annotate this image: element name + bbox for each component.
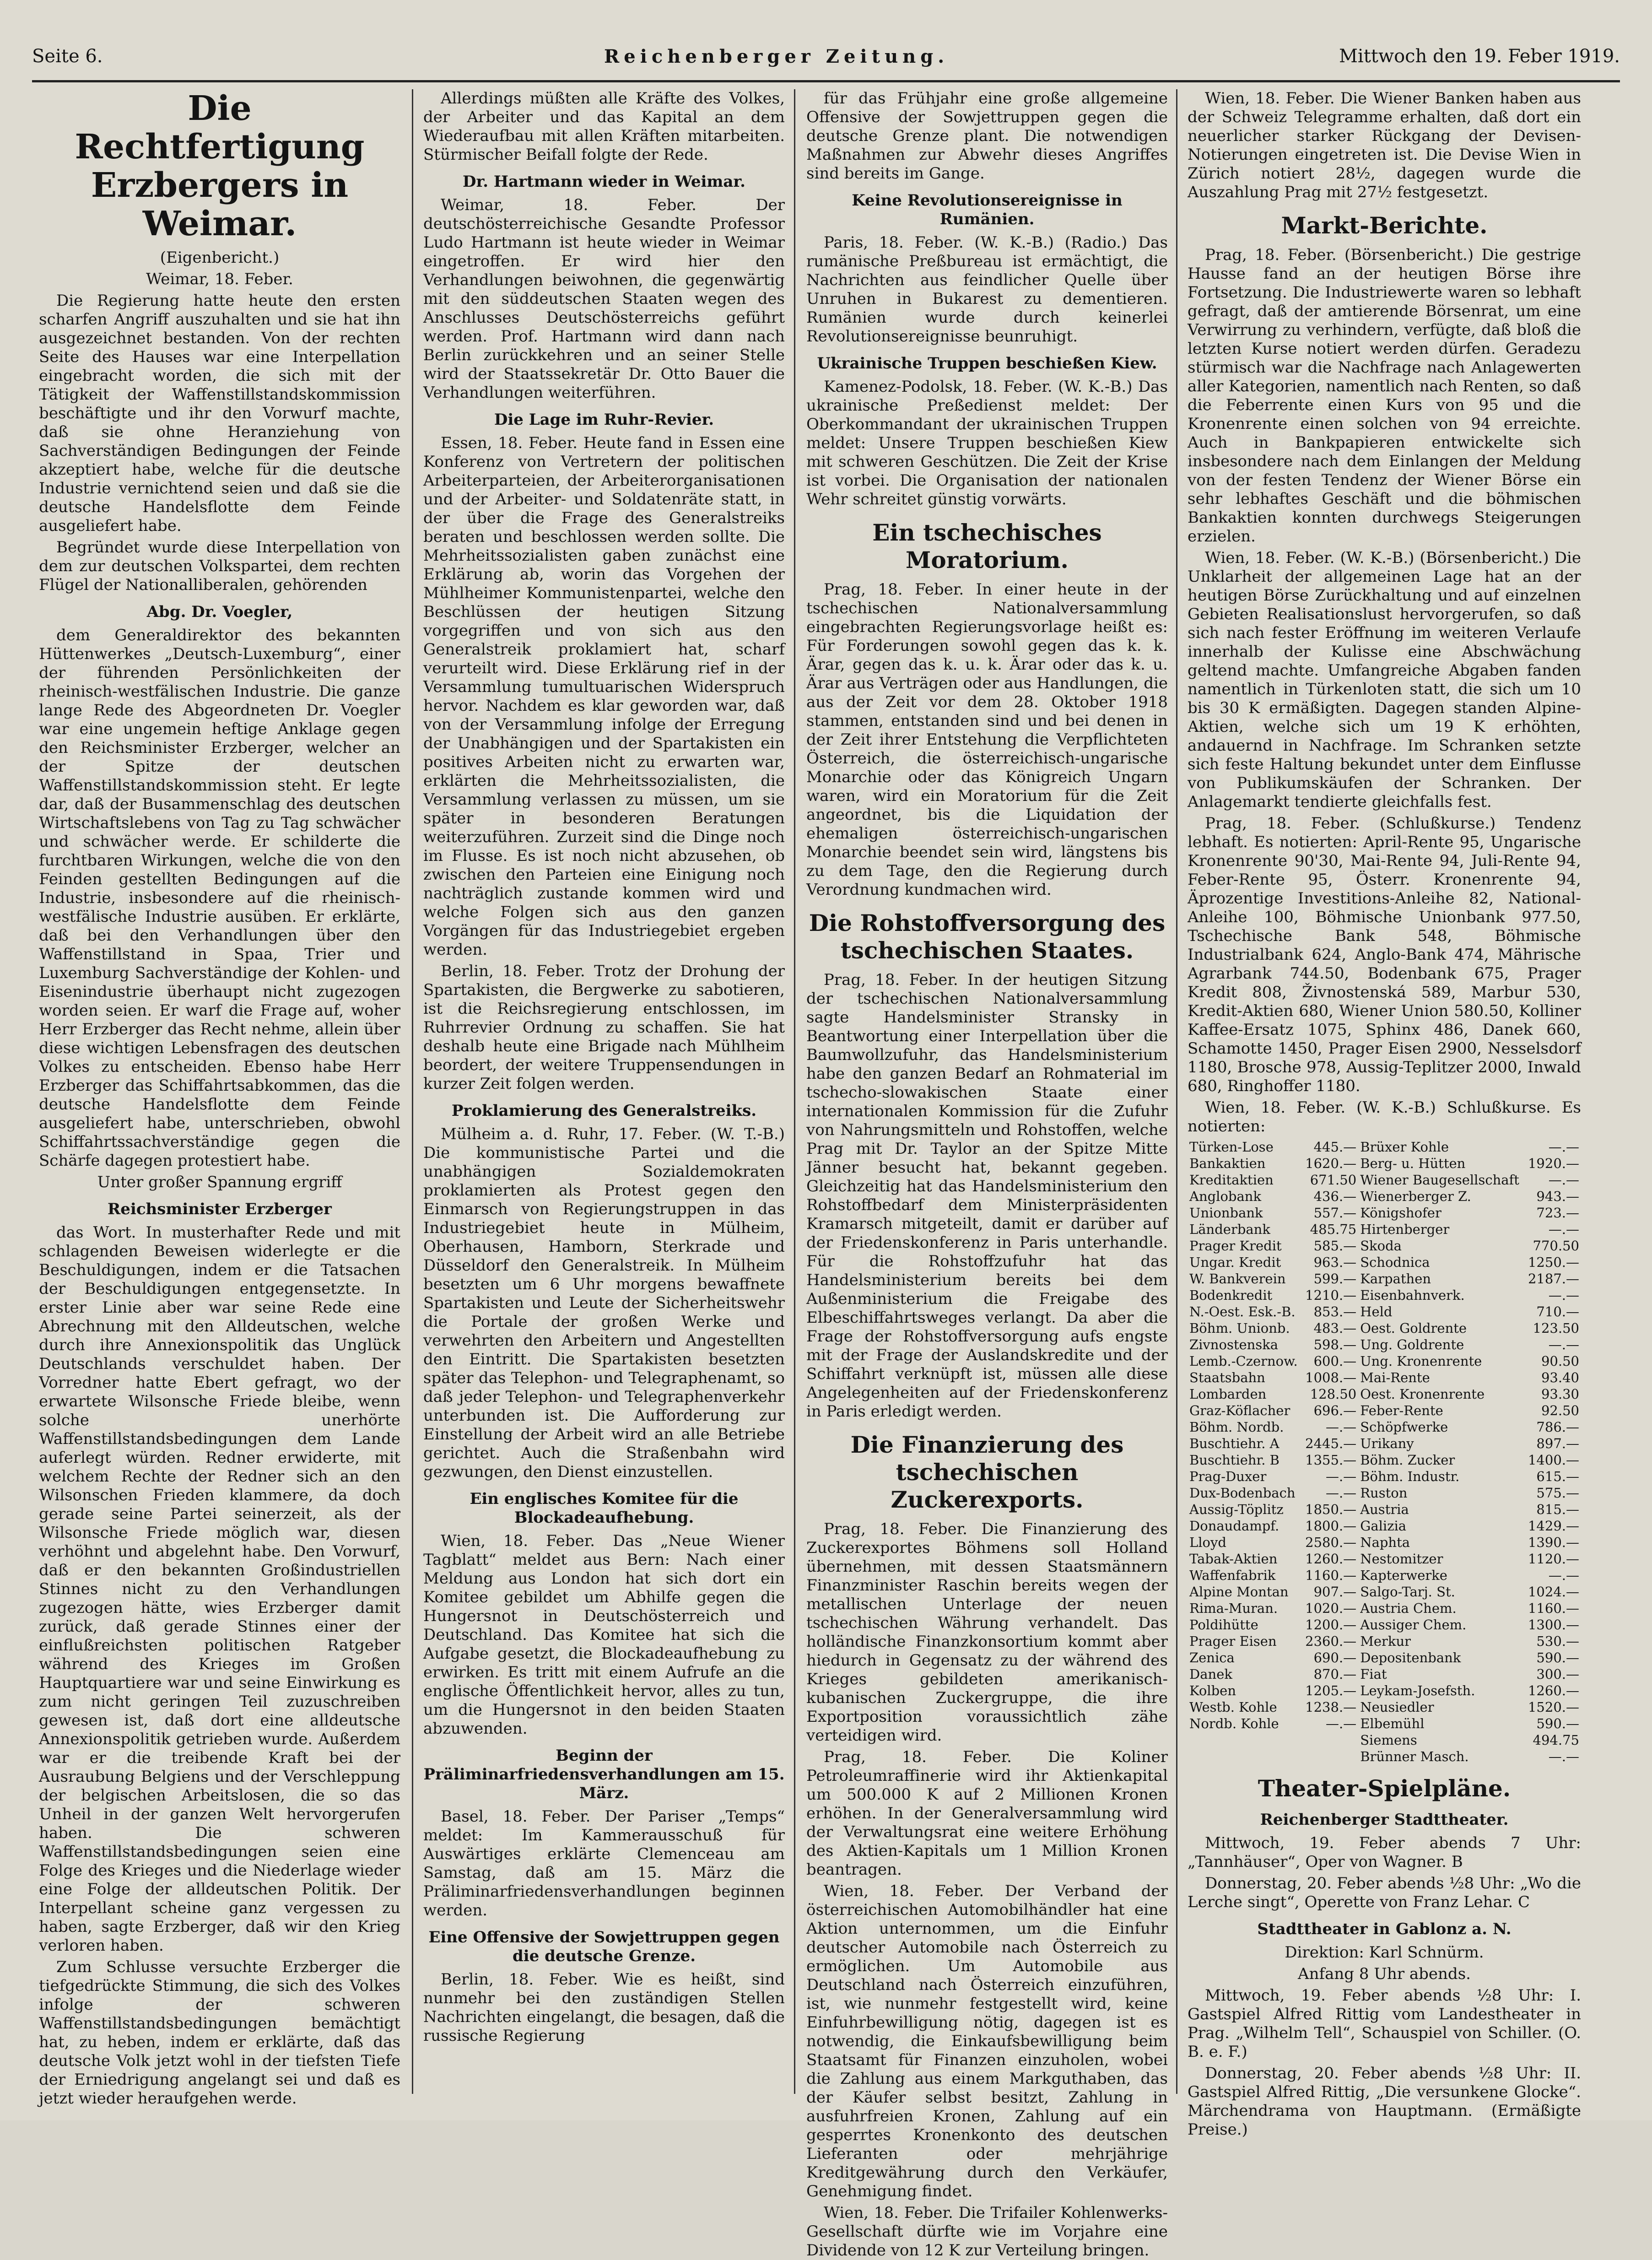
price-value: 1020.— (1305, 1600, 1357, 1616)
price-value: 1850.— (1305, 1502, 1357, 1517)
price-value: 1160.— (1305, 1568, 1357, 1583)
paragraph: Wien, 18. Feber. Die Wiener Banken haben aus der Schweiz Telegramme erhalten, daß dort ein neuerlicher starker Rückgang der Devisen-Notierungen eingetreten ist. Die Devise Wien in Zürich notiert 28½, dagegen wurde die Auszahlung Prag mit 27½ festgesetzt. (1188, 89, 1581, 201)
price-value: 690.— (1313, 1650, 1357, 1665)
security-name: Fiat (1360, 1666, 1387, 1682)
paper-name: Reichenberger Zeitung. (604, 46, 949, 67)
price-value: 671.50 (1310, 1172, 1357, 1188)
price-value: 1238.— (1305, 1699, 1357, 1715)
speaker-heading: Reichsminister Erzberger (108, 1200, 332, 1218)
price-value: 1250.— (1528, 1254, 1579, 1270)
security-name: Kreditaktien (1189, 1172, 1274, 1188)
price-value: 1300.— (1528, 1617, 1579, 1633)
paragraph: Prag, 18. Feber. In der heutigen Sitzung der tschechischen Nationalversammlung sagte Handelsminister Stransky in Beantwortung einer Interpellation über die Baumwollzufuhr, das Handelsministerium habe den ganzen Bedarf an Rohmaterial im tschecho-slowakischen Staate einer internationalen Kommission für die Zufuhr von Nahrungsmitteln und Rohstoffen, welche Prag mit Dr. Taylor an der Spitze Mitte Jänner besucht hat, bekannt gegeben. Gleichzeitig hat das Handelsministerium den Rohstoffbedarf dem Ministerpräsidenten Kramarsch mitgeteilt, damit er darüber auf der Friedenskonferenz in Paris unterhandle. Für die Rohstoffzufuhr hat das Handelsministerium bereits bei dem Außenministerium die Freigabe des Elbeschiffahrtsweges verlangt. Da aber die Frage der Rohstoffversorgung aufs engste mit der Frage der Auslandskredite und der Schiffahrt verknüpft ist, müssen alle diese Angelegenheiten auf der Friedenskonferenz in Paris erledigt werden. (806, 971, 1168, 1421)
price-row (1188, 1485, 1581, 1501)
price-row (1188, 1633, 1581, 1649)
paragraph: Donnerstag, 20. Feber abends ½8 Uhr: „Wo die Lerche singt“, Operette von Franz Lehar. C (1188, 1874, 1581, 1911)
section-heading: Die Finanzierung des tschechischen Zuckerexports. (850, 1431, 1124, 1513)
price-row (1188, 1600, 1581, 1617)
price-row (1188, 1287, 1581, 1303)
security-name: Eisenbahnverk. (1360, 1287, 1465, 1303)
security-name: Nordb. Kohle (1189, 1716, 1279, 1731)
paragraph: Wien, 18. Feber. (W. K.-B.) (Börsenbericht.) Die Unklarheit der allgemeinen Lage hat an der heutigen Börse Zurückhaltung und auf einzelnen Gebieten Realisationslust hervorgerufen, so daß sich nach fester Eröffnung im weiteren Verlaufe innerhalb der Kulisse eine Abschwächung geltend machte. Umfangreiche Abgaben fanden namentlich in Türkenloten statt, die sich um 10 bis 30 K ermäßigten. Dagegen standen Alpine-Aktien, welche sich um 19 K erhöhten, andauernd in Nachfrage. Im Schranken setzte sich feste Haltung bekundet unter dem Einflusse von Publikumskäufen der Schranken. Der Anlagemarkt tendierte gleichfalls fest. (1188, 549, 1581, 811)
theater-name: Reichenberger Stadttheater. (1260, 1811, 1509, 1829)
price-row (1188, 1271, 1581, 1287)
price-value: —.— (1325, 1469, 1357, 1484)
price-value: 1200.— (1305, 1617, 1357, 1633)
security-name: Austria Chem. (1360, 1600, 1457, 1616)
security-name: Karpathen (1360, 1271, 1431, 1287)
security-name: Lombarden (1189, 1386, 1267, 1402)
price-row (1188, 1501, 1581, 1518)
security-name: Depositenbank (1360, 1650, 1461, 1665)
section-heading: Ein tschechisches Moratorium. (872, 519, 1102, 573)
security-name: Buschtiehr. B (1189, 1452, 1279, 1468)
price-row (1188, 1188, 1581, 1205)
security-name: Tabak-Aktien (1189, 1551, 1278, 1567)
price-row (1188, 1402, 1581, 1419)
price-value: 963.— (1313, 1254, 1357, 1270)
price-table (1188, 1139, 1581, 1765)
security-name: Poldihütte (1189, 1617, 1258, 1633)
section-heading: Die Rohstoffversorgung des tschechischen Staates. (809, 909, 1166, 964)
price-value: 897.— (1536, 1436, 1579, 1451)
price-value: 436.— (1313, 1189, 1357, 1204)
paragraph: Wien, 18. Feber. Der Verband der österreichischen Automobilhändler hat eine Aktion unternommen, um die Einfuhr deutscher Automobile nach Österreich zu ermöglichen. Um Automobile aus Deutschland nach Österreich einzuführen, ist, wie nunmehr festgestellt wird, keine Einfuhrbewilligung nötig, dagegen ist es notwendig, die Einkaufsbewilligung beim Staatsamt für Finanzen einzuholen, wobei die Zahlung aus einem Markguthaben, das der Käufer selbst besitzt, Zahlung in ausfuhrfreien Kronen, Zahlung auf ein gesperrtes Kronenkonto des deutschen Lieferanten oder mehrjährige Kreditgewährung durch den Verkäufer, Genehmigung findet. (806, 1882, 1168, 2201)
price-row (1188, 1435, 1581, 1452)
security-name: Rima-Muran. (1189, 1600, 1278, 1616)
price-value: 1390.— (1528, 1535, 1579, 1550)
price-row (1188, 1715, 1581, 1732)
price-value: 1205.— (1305, 1683, 1357, 1698)
security-name: Böhm. Industr. (1360, 1469, 1460, 1484)
masthead (32, 41, 1620, 73)
price-value: 1400.— (1528, 1452, 1579, 1468)
paragraph: Direktion: Karl Schnürm. (1285, 1943, 1484, 1962)
security-name: Schöpfwerke (1360, 1419, 1448, 1435)
security-name: Brüxer Kohle (1360, 1139, 1449, 1155)
price-row (1188, 1649, 1581, 1666)
paragraph: Anfang 8 Uhr abends. (1298, 1965, 1471, 1983)
security-name: Buschtiehr. A (1189, 1436, 1279, 1451)
security-name (1188, 1748, 1302, 1765)
price-value: 1008.— (1305, 1370, 1357, 1385)
price-value: 530.— (1536, 1633, 1579, 1649)
price-value: —.— (1548, 1222, 1579, 1237)
price-value: 1024.— (1528, 1584, 1579, 1600)
section-heading: Keine Revolutionsereignisse in Rumänien. (852, 191, 1123, 228)
paragraph: Allerdings müßten alle Kräfte des Volkes, der Arbeiter und das Kapital an dem Wiederaufbau mit allen Kräften mitarbeiten. Stürmischer Beifall folgte der Rede. (423, 89, 785, 164)
security-name: Hirtenberger (1360, 1222, 1450, 1237)
price-value: 710.— (1536, 1304, 1579, 1319)
security-name: N.-Oest. Esk.-B. (1189, 1304, 1296, 1319)
security-name: Graz-Köflacher (1189, 1403, 1290, 1418)
security-name: Schodnica (1360, 1254, 1430, 1270)
price-row (1188, 1699, 1581, 1715)
paragraph: Kamenez-Podolsk, 18. Feber. (W. K.-B.) Das ukrainische Preßedienst meldet: Der Oberkommandant der ukrainischen Truppen meldet: Unsere Truppen beschießen Kiew mit schweren Geschützen. Die Zeit der Krise ist vorbei. Die Organisation der nationalen Wehr schreitet günstig vorwärts. (806, 378, 1168, 508)
security-name: Staatsbahn (1189, 1370, 1265, 1385)
price-row (1188, 1386, 1581, 1402)
price-value: 599.— (1313, 1271, 1357, 1287)
section-heading: Theater-Spielpläne. (1258, 1775, 1511, 1802)
price-value: 557.— (1313, 1205, 1357, 1221)
section-heading: Ein englisches Komitee für die Blockadeaufhebung. (470, 1490, 739, 1527)
security-name: Böhm. Unionb. (1189, 1320, 1290, 1336)
price-value: —.— (1548, 1287, 1579, 1303)
price-value: 2445.— (1305, 1436, 1357, 1451)
security-name: Austria (1360, 1502, 1409, 1517)
paragraph: Essen, 18. Feber. Heute fand in Essen eine Konferenz von Vertretern der politischen Arbeiterparteien, der Arbeiterorganisationen und der Arbeiter- und Soldatenräte statt, in der über die Frage des Generalstreiks beraten und beschlossen werden sollte. Die Mehrheitssozialisten gaben zunächst eine Erklärung ab, worin das Vorgehen der Mühlheimer Kommunistenpartei, welche den Beschlüssen der heutigen Sitzung vorgegriffen und von sich aus den Generalstreik proklamiert hat, scharf verurteilt wird. Diese Erklärung rief in der Versammlung tumultuarischen Widerspruch hervor. Nachdem es klar geworden war, daß von der Versammlung infolge der Erregung der Unabhängigen und der Spartakisten ein positives Arbeiten nicht zu erwarten war, erklärten die Mehrheitssozialisten, die Versammlung verlassen zu müssen, um sie später in besonderen Beratungen weiterzuführen. Zurzeit sind die Dinge noch im Flusse. Es ist noch nicht abzusehen, ob zwischen den Parteien eine Einigung noch nachträglich zustande kommen wird und welche Folgen sich aus den ganzen Vorgängen für das Industriegebiet ergeben werden. (423, 434, 785, 959)
paragraph: Zum Schlusse versuchte Erzberger die tiefgedrückte Stimmung, die sich des Volkes infolge der schweren Waffenstillstandsbedingungen bemächtigt hat, zu heben, indem er erklärte, daß das deutsche Volk jetzt wohl in der tiefsten Tiefe der Erniedrigung angelangt sei und daß es jetzt wieder heraufgehen werde. (39, 1958, 400, 2108)
security-name: Länderbank (1189, 1222, 1270, 1237)
price-row (1188, 1748, 1581, 1765)
price-row (1188, 1303, 1581, 1320)
column-1 (39, 89, 400, 2108)
security-name: Feber-Rente (1360, 1403, 1443, 1418)
security-name: Held (1360, 1304, 1393, 1319)
price-value: 123.50 (1533, 1320, 1579, 1336)
security-name: Prager Kredit (1189, 1238, 1282, 1254)
security-name: Oest. Goldrente (1360, 1320, 1467, 1336)
price-value: 1160.— (1528, 1600, 1579, 1616)
security-name: Danek (1189, 1666, 1232, 1682)
price-value: 2187.— (1528, 1271, 1579, 1287)
paragraph: Wien, 18. Feber. Die Trifailer Kohlenwerks-Gesellschaft dürfte wie im Vorjahre eine Dividende von 12 K zur Verteilung bringen. (806, 2204, 1168, 2260)
price-value: —.— (1325, 1419, 1357, 1435)
paragraph: Weimar, 18. Feber. Der deutschösterreichische Gesandte Professor Ludo Hartmann ist heute wieder in Weimar eingetroffen. Er wird hier den Verhandlungen beiwohnen, die gegenwärtig mit den süddeutschen Staaten wegen des Anschlusses Deutschösterreichs geführt werden. Prof. Hartmann wird dann nach Berlin zurückkehren und an seiner Stelle wird der Staatssekretär Dr. Otto Bauer die Verhandlungen weiterführen. (423, 196, 785, 402)
price-row (1188, 1419, 1581, 1435)
paragraph: Prag, 18. Feber. (Schlußkurse.) Tendenz lebhaft. Es notierten: April-Rente 95, Ungarische Kronenrente 90'30, Mai-Rente 94, Juli-Rente 94, Feber-Rente 95, Österr. Kronenrente 94, Äprozentige Investitions-Anleihe 82, National-Anleihe 100, Böhmische Unionbank 977.50, Tschechische Bank 548, Böhmische Industrialbank 624, Anglo-Bank 474, Mährische Agrarbank 744.50, Bodenbank 675, Prager Kredit 808, Živnostenská 589, Marbur 530, Kredit-Aktien 680, Wiener Union 580.50, Kolliner Kaffee-Ersatz 1075, Sphinx 486, Danek 660, Schamotte 1450, Prager Eisen 2900, Nesselsdorf 1180, Brosche 978, Aussig-Teplitzer 2000, Inwald 680, Ringhoffer 1180. (1188, 814, 1581, 1095)
price-row (1188, 1221, 1581, 1238)
price-value: —.— (1548, 1337, 1579, 1352)
column-divider (412, 89, 413, 2094)
paragraph: Mülheim a. d. Ruhr, 17. Feber. (W. T.-B.) Die kommunistische Partei und die unabhängigen Sozialdemokraten proklamierten als Protest gegen den Einmarsch von Regierungstruppen in das Industriegebiet heute in Mülheim, Oberhausen, Hamborn, Sterkrade und Düsseldorf den Generalstreik. In Mülheim besetzten um 6 Uhr morgens bewaffnete Spartakisten und Leute der Sicherheitswehr die Portale der großen Werke und verwehrten den Arbeitern und Angestellten den Eintritt. Die Spartakisten besetzten später das Telephon- und Telegraphenamt, so daß jeder Telephon- und Telegraphenverkehr unterbunden ist. Die Aufforderung zur Einstellung der Arbeit wird an alle Betriebe gerichtet. Auch die Straßenbahn wird gezwungen, den Dienst einzustellen. (423, 1125, 785, 1481)
price-value: 93.30 (1541, 1386, 1579, 1402)
price-value: 1120.— (1528, 1551, 1579, 1567)
section-heading: Markt-Berichte. (1281, 212, 1488, 239)
paragraph: Unter großer Spannung ergriff (97, 1173, 342, 1191)
security-name: Aussiger Chem. (1360, 1617, 1467, 1633)
price-row (1188, 1139, 1581, 1155)
security-name: W. Bankverein (1189, 1271, 1286, 1287)
section-heading: Eine Offensive der Sowjettruppen gegen die deutsche Grenze. (428, 1928, 780, 1965)
price-value: 870.— (1313, 1666, 1357, 1682)
masthead-rule (32, 80, 1620, 82)
price-value: 907.— (1313, 1584, 1357, 1600)
paragraph: Paris, 18. Feber. (W. K.-B.) (Radio.) Das rumänische Preßbureau ist ermächtigt, die Nachrichten aus feindlicher Quelle über Unruhen in Bukarest zu dementieren. Rumänien wurde durch keinerlei Revolutionsereignisse beunruhigt. (806, 233, 1168, 346)
dateline: Weimar, 18. Feber. (146, 270, 293, 288)
security-name: Ung. Goldrente (1360, 1337, 1464, 1352)
price-value: 590.— (1536, 1650, 1579, 1665)
security-name: Oest. Kronenrente (1360, 1386, 1485, 1402)
price-row (1188, 1353, 1581, 1369)
price-value: 696.— (1313, 1403, 1357, 1418)
paragraph: Wien, 18. Feber. Das „Neue Wiener Tagblatt“ meldet aus Bern: Nach einer Meldung aus London hat sich dort ein Komitee gebildet um Abhilfe gegen die Hungersnot in Deutschösterreich und Deutschland. Das Komitee hat sich die Aufgabe gesetzt, die Blockadeaufhebung zu erwirken. Es tritt mit einem Aufrufe an die englische Öffentlichkeit hervor, alles zu tun, um die Hungersnot in den beiden Staaten abzuwenden. (423, 1532, 785, 1738)
price-value: 585.— (1313, 1238, 1357, 1254)
price-value: 1355.— (1305, 1452, 1357, 1468)
security-name: Skoda (1360, 1238, 1402, 1254)
security-name: Wiener Baugesellschaft (1360, 1172, 1519, 1188)
paragraph: Prag, 18. Feber. Die Finanzierung des Zuckerexportes Böhmens soll Holland übernehmen, mit dessen Staatsmännern Finanzminister Raschin bereits wegen der metallischen Unterlage der neuen tschechischen Währung verhandelt. Das holländische Finanzkonsortium kommt aber hiedurch in Gegensatz zu der während des Krieges gebildeten amerikanisch-kubanischen Zuckergruppe, die ihre Exportposition voraussichtlich zähe verteidigen wird. (806, 1520, 1168, 1745)
security-name: Berg- u. Hütten (1360, 1156, 1466, 1171)
security-name: Zenica (1189, 1650, 1235, 1665)
price-value: 445.— (1313, 1139, 1357, 1155)
price-value: 1260.— (1528, 1683, 1579, 1698)
security-name: Anglobank (1189, 1189, 1262, 1204)
paragraph: Basel, 18. Feber. Der Pariser „Temps“ meldet: Im Kammerausschuß für Auswärtiges erklärte Clemenceau am Samstag, daß am 15. März die Präliminarfriedensverhandlungen beginnen werden. (423, 1807, 785, 1919)
security-name: Westb. Kohle (1189, 1699, 1277, 1715)
price-row (1188, 1254, 1581, 1271)
security-name: Königshofer (1360, 1205, 1441, 1221)
theater-name: Stadttheater in Gablonz a. N. (1257, 1920, 1512, 1938)
price-row (1188, 1238, 1581, 1254)
price-value: 1520.— (1528, 1699, 1579, 1715)
price-row (1188, 1172, 1581, 1188)
security-name: Böhm. Zucker (1360, 1452, 1455, 1468)
security-name: Brünner Masch. (1360, 1749, 1469, 1764)
price-value: 494.75 (1533, 1732, 1579, 1748)
price-value: —.— (1325, 1716, 1357, 1731)
security-name: Böhm. Nordb. (1189, 1419, 1284, 1435)
security-name: Lloyd (1189, 1535, 1226, 1550)
issue-date: Mittwoch den 19. Feber 1919. (1339, 46, 1620, 67)
paragraph: Berlin, 18. Feber. Wie es heißt, sind nunmehr bei den zuständigen Stellen Nachrichten eingelangt, die besagen, daß die russische Regierung (423, 1970, 785, 2045)
paragraph: Mittwoch, 19. Feber abends 7 Uhr: „Tannhäuser“, Oper von Wagner. B (1188, 1834, 1581, 1871)
security-name: Bankaktien (1189, 1156, 1266, 1171)
price-row (1188, 1666, 1581, 1682)
price-value: 815.— (1536, 1502, 1579, 1517)
price-value: 600.— (1313, 1353, 1357, 1369)
price-row (1188, 1682, 1581, 1699)
column-2 (423, 89, 785, 2094)
security-name: Ung. Kronenrente (1360, 1353, 1482, 1369)
security-name: Türken-Lose (1189, 1139, 1274, 1155)
security-name: Merkur (1360, 1633, 1411, 1649)
security-name: Kapterwerke (1360, 1568, 1447, 1583)
column-divider (794, 89, 795, 2094)
security-name: Unionbank (1189, 1205, 1263, 1221)
security-name: Siemens (1360, 1732, 1417, 1748)
section-heading: Ukrainische Truppen beschießen Kiew. (817, 354, 1157, 373)
security-name: Bodenkredit (1189, 1287, 1273, 1303)
price-row (1188, 1468, 1581, 1485)
price-value: 786.— (1536, 1419, 1579, 1435)
price-value: 853.— (1313, 1304, 1357, 1319)
price-value: 92.50 (1541, 1403, 1579, 1418)
price-row (1188, 1551, 1581, 1567)
security-name: Kolben (1189, 1683, 1236, 1698)
paragraph: Prag, 18. Feber. Die Koliner Petroleumraffinerie wird ihr Aktienkapital um 500.000 K auf 2 Millionen Kronen erhöhen. In der Generalversammlung wird der Verwaltungsrat eine weitere Erhöhung des Aktien-Kapitals um 1 Million Kronen beantragen. (806, 1748, 1168, 1879)
security-name: Ungar. Kredit (1189, 1254, 1281, 1270)
price-value: 1620.— (1305, 1156, 1357, 1171)
price-value: 93.40 (1541, 1370, 1579, 1385)
price-value: 615.— (1536, 1469, 1579, 1484)
price-value: —.— (1548, 1172, 1579, 1188)
security-name: Salgo-Tarj. St. (1360, 1584, 1455, 1600)
price-value: 300.— (1536, 1666, 1579, 1682)
paragraph: dem Generaldirektor des bekannten Hüttenwerkes „Deutsch-Luxemburg“, einer der führenden Persönlichkeiten der rheinisch-westfälischen Industrie. Die ganze lange Rede des Abgeordneten Dr. Voegler war eine ungemein heftige Anklage gegen den Reichsminister Erzberger, welcher an der Spitze der deutschen Waffenstillstandskommission steht. Er legte dar, daß der Busammenschlag des deutschen Wirtschaftslebens von Tag zu Tag schwächer und schwächer werde. Er schilderte die furchtbaren Wirkungen, welche die von den Feinden gestellten Bedingungen auf die Industrie, insbesondere auf die rheinisch-westfälische Industrie ausüben. Er erklärte, daß bei den Verhandlungen über den Waffenstillstand in Spaa, Trier und Luxemburg Sachverständige der Kohlen- und Eisenindustrie überhaupt nicht zugezogen worden seien. Er warf die Frage auf, woher Herr Erzberger das Recht nehme, allein über diese wichtigen Lebensfragen des deutschen Volkes zu entscheiden. Ebenso habe Herr Erzberger das Schiffahrtsabkommen, das die deutsche Handelsflotte dem Feinde ausgeliefert habe, unterschrieben, obwohl Schiffahrtssachverständige gegen die Schärfe dagegen protestiert habe. (39, 626, 400, 1170)
price-value: 723.— (1536, 1205, 1579, 1221)
price-value: 483.— (1313, 1320, 1357, 1336)
security-name: Zivnostenska (1189, 1337, 1279, 1352)
security-name: Waffenfabrik (1189, 1568, 1276, 1583)
security-name: Donaudampf. (1189, 1518, 1279, 1534)
paragraph: Donnerstag, 20. Feber abends ½8 Uhr: II. Gastspiel Alfred Rittig, „Die versunkene Glocke“. Märchendrama von Hauptmann. (Ermäßigte Preise.) (1188, 2064, 1581, 2139)
price-value: —.— (1548, 1568, 1579, 1583)
security-name: Ruston (1360, 1485, 1408, 1501)
security-name: Naphta (1360, 1535, 1410, 1550)
paragraph: das Wort. In musterhafter Rede und mit schlagenden Beweisen widerlegte er die Beschuldigungen, indem er die Tatsachen der Beschuldigungen entgegensetzte. In erster Linie aber war seine Rede eine Abrechnung mit den Alldeutschen, welche durch ihre Annexionspolitik das Unglück Deutschlands verschuldet haben. Der Vorredner hatte Ebert gefragt, wo der erwartete Wilsonsche Friede bleibe, wenn solche unerhörte Waffenstillstandsbedingungen dem Lande auferlegt würden. Redner erwiderte, mit welchem Rechte der Redner sich an den Wilsonschen Frieden klammere, da doch gerade seine Partei seinerzeit, als der Wilsonsche Friede möglich war, diesen verhöhnt und abgelehnt habe. Den Vorwurf, daß er den bekannten Großindustriellen Stinnes nicht zu den Verhandlungen zugezogen hätte, wies Erzberger damit zurück, daß gerade Stinnes einer der einflußreichsten politischen Ratgeber während des Krieges im Großen Hauptquartiere war und seine Einwirkung es zum nicht geringen Teil zuzuschreiben gewesen ist, daß dort eine alldeutsche Annexionspolitik getrieben wurde. Außerdem war er die treibende Kraft bei der Ausraubung Belgiens und der Verschleppung der belgischen Arbeitslosen, die so das Unheil in der ganzen Welt hervorgerufen haben. Die schweren Waffenstillstandsbedingungen seien eine Folge des Krieges und die Niederlage wieder eine Folge der alldeutschen Politik. Der Interpellant scheine ganz vergessen zu haben, sagte Erzberger, daß wir den Krieg verloren haben. (39, 1223, 400, 1955)
price-value: 1800.— (1305, 1518, 1357, 1534)
price-value: —.— (1548, 1749, 1579, 1764)
price-value: 943.— (1536, 1189, 1579, 1204)
security-name: Leykam-Josefsth. (1360, 1683, 1475, 1698)
column-3 (806, 89, 1168, 2260)
security-name: Nestomitzer (1360, 1551, 1443, 1567)
paragraph: Mittwoch, 19. Feber abends ½8 Uhr: I. Gastspiel Alfred Rittig vom Landestheater in Prag. „Wilhelm Tell“, Schauspiel von Schiller. (O. B. e. F.) (1188, 1986, 1581, 2061)
column-4 (1188, 89, 1581, 2139)
paragraph: Die Regierung hatte heute den ersten scharfen Angriff auszuhalten und sie hat ihn ausgezeichnet bestanden. Von der rechten Seite des Hauses war eine Interpellation eingebracht worden, die sich mit der Tätigkeit der Waffenstillstandskommission beschäftigte und ihr den Vorwurf machte, daß sie ohne Heranziehung von Sachverständigen Bedingungen der Feinde akzeptiert habe, welche für die deutsche Industrie vernichtend seien und daß sie die deutsche Handelsflotte dem Feinde ausgeliefert habe. (39, 292, 400, 535)
speaker-heading: Abg. Dr. Voegler, (146, 603, 293, 621)
price-value: 590.— (1536, 1716, 1579, 1731)
price-row (1188, 1336, 1581, 1353)
security-name: Wienerberger Z. (1360, 1189, 1471, 1204)
security-name (1188, 1732, 1302, 1748)
price-row (1188, 1567, 1581, 1584)
section-heading: Beginn der Präliminarfriedensverhandlungen am 15. März. (423, 1746, 785, 1802)
price-value: —.— (1325, 1485, 1357, 1501)
security-name: Elbemühl (1360, 1716, 1425, 1731)
price-value: 485.75 (1310, 1222, 1357, 1237)
price-row (1188, 1369, 1581, 1386)
price-value (1302, 1748, 1358, 1765)
byline: (Eigenbericht.) (160, 249, 280, 267)
security-name: Aussig-Töplitz (1189, 1502, 1284, 1517)
section-heading: Die Lage im Ruhr-Revier. (494, 411, 714, 429)
paragraph: für das Frühjahr eine große allgemeine Offensive der Sowjettruppen gegen die deutsche Grenze plant. Die notwendigen Maßnahmen zur Abwehr dieses Angriffes sind bereits im Gange. (806, 89, 1168, 183)
price-value: 1920.— (1528, 1156, 1579, 1171)
security-name: Prager Eisen (1189, 1633, 1277, 1649)
price-row (1188, 1732, 1581, 1748)
security-name: Galizia (1360, 1518, 1407, 1534)
page-number: Seite 6. (32, 46, 103, 67)
price-value: 1210.— (1305, 1287, 1357, 1303)
price-value (1302, 1732, 1358, 1748)
price-value: 1429.— (1528, 1518, 1579, 1534)
price-row (1188, 1155, 1581, 1172)
price-value: 2360.— (1305, 1633, 1357, 1649)
section-heading: Dr. Hartmann wieder in Weimar. (462, 173, 746, 191)
security-name: Prag-Duxer (1189, 1469, 1267, 1484)
price-value: 1260.— (1305, 1551, 1357, 1567)
price-row (1188, 1320, 1581, 1336)
price-row (1188, 1518, 1581, 1534)
paragraph: Prag, 18. Feber. In einer heute in der tschechischen Nationalversammlung eingebrachten Regierungsvorlage heißt es: Für Forderungen sowohl gegen das k. k. Ärar, gegen das k. u. k. Ärar oder das k. u. Ärar aus Verträgen oder aus Handlungen, die aus der Zeit vor dem 28. Oktober 1918 stammen, entstanden sind und bei denen in der Zeit ihrer Entstehung die Verpflichteten Österreich, die österreichisch-ungarische Monarchie oder das Königreich Ungarn waren, wird ein Moratorium für die Zeit angeordnet, bis die Liquidation der ehemaligen österreichisch-ungarischen Monarchie beendet sein wird, längstens bis zu dem Tage, den die Regierung durch Verordnung kundmachen wird. (806, 580, 1168, 899)
paragraph: Begründet wurde diese Interpellation von dem zur deutschen Volkspartei, dem rechten Flügel der Nationalliberalen, gehörenden (39, 538, 400, 594)
security-name: Neusiedler (1360, 1699, 1434, 1715)
price-row (1188, 1534, 1581, 1551)
paragraph: Prag, 18. Feber. (Börsenbericht.) Die gestrige Hausse fand an der heutigen Börse ihre Fortsetzung. Die Industriewerte waren so lebhaft gefragt, daß der amtierende Börsenrat, um eine Verwirrung zu verhindern, verfügte, daß bloß die letzten Kurse notiert werden dürfen. Geradezu stürmisch war die Nachfrage nach Anlagewerten aller Kategorien, namentlich nach Renten, so daß die Feberrente einen Kurs von 95 und die Kronenrente einen solchen von 94 erreichte. Auch in Bankpapieren entwickelte sich insbesondere nach dem Einlangen der Meldung von der festen Tendenz der Wiener Börse ein sehr lebhaftes Geschäft und die böhmischen Bankaktien konnten durchwegs Steigerungen erzielen. (1188, 246, 1581, 546)
security-name: Lemb.-Czernow. (1189, 1353, 1298, 1369)
price-row (1188, 1205, 1581, 1221)
security-name: Urikany (1360, 1436, 1414, 1451)
price-value: 770.50 (1533, 1238, 1579, 1254)
price-value: 2580.— (1305, 1535, 1357, 1550)
price-value: 128.50 (1310, 1386, 1357, 1402)
price-value: 598.— (1313, 1337, 1357, 1352)
column-divider (1176, 89, 1177, 2094)
price-row (1188, 1617, 1581, 1633)
security-name: Dux-Bodenbach (1189, 1485, 1296, 1501)
security-name: Alpine Montan (1189, 1584, 1289, 1600)
price-row (1188, 1584, 1581, 1600)
price-row (1188, 1452, 1581, 1468)
paragraph: Wien, 18. Feber. (W. K.-B.) Schlußkurse. Es notierten: (1188, 1098, 1581, 1135)
article-title: Die Rechtfertigung Erzbergers in Weimar. (75, 89, 365, 243)
price-value: —.— (1548, 1139, 1579, 1155)
section-heading: Proklamierung des Generalstreiks. (451, 1102, 757, 1120)
paragraph: Berlin, 18. Feber. Trotz der Drohung der Spartakisten, die Bergwerke zu sabotieren, ist die Reichsregierung entschlossen, im Ruhrrevier Ordnung zu schaffen. Sie hat deshalb heute eine Brigade nach Mühlheim beordert, der weitere Truppensendungen in kurzer Zeit folgen werden. (423, 962, 785, 1093)
price-value: 90.50 (1541, 1353, 1579, 1369)
security-name: Mai-Rente (1360, 1370, 1430, 1385)
price-value: 575.— (1536, 1485, 1579, 1501)
